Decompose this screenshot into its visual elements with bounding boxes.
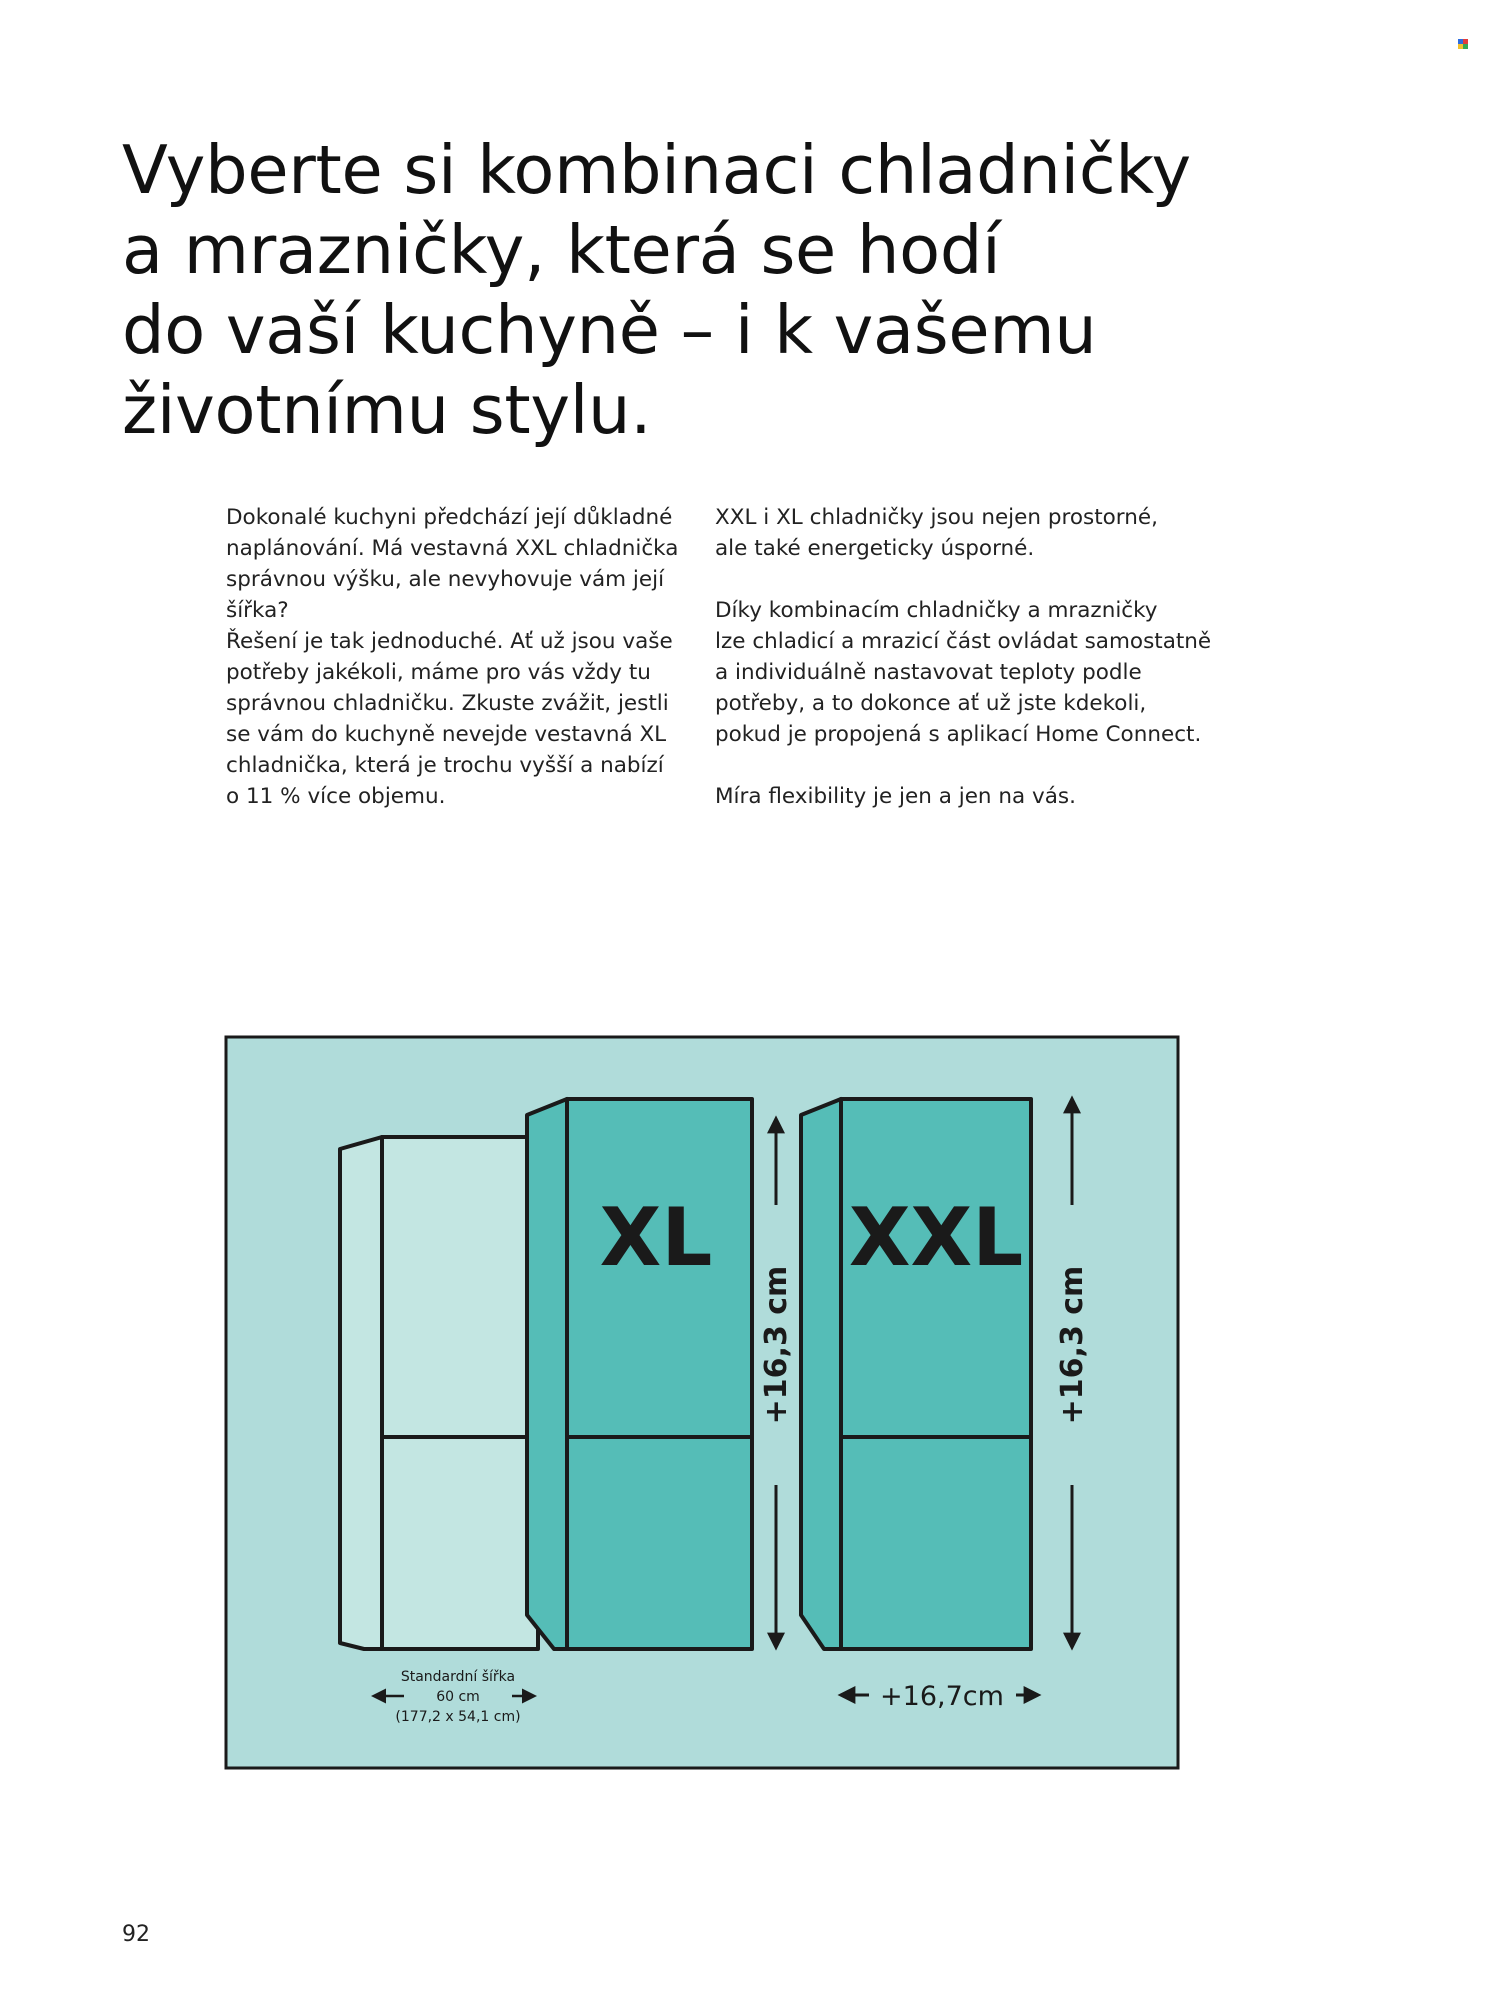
xxl-width-label: +16,7cm (880, 1681, 1004, 1712)
xl-height-label: +16,3 cm (759, 1265, 794, 1425)
text-line: Dokonalé kuchyni předchází její důkladné (226, 505, 673, 530)
text-line: se vám do kuchyně nevejde vestavná XL (226, 722, 667, 747)
text-line: chladnička, která je trochu vyšší a nabízí (226, 753, 664, 778)
text-line: ale také energeticky úsporné. (715, 536, 1035, 561)
text-line: XXL i XL chladničky jsou nejen prostorné, (715, 505, 1158, 530)
text-line: správnou chladničku. Zkuste zvážit, jestli (226, 691, 669, 716)
text-line: šířka? (226, 598, 289, 623)
xl-fridge (527, 1099, 752, 1649)
standard-fridge (340, 1137, 538, 1649)
xxl-fridge-door-bottom (841, 1437, 1031, 1649)
text-line: o 11 % více objemu. (226, 784, 446, 809)
text-line: Míra flexibility je jen a jen na vás. (715, 784, 1076, 809)
page-headline (122, 130, 1342, 450)
text-line: pokud je propojená s aplikací Home Connect. (715, 722, 1202, 747)
xl-label: XL (599, 1191, 713, 1284)
xl-fridge-side (527, 1099, 567, 1649)
headline-line: životnímu stylu. (122, 371, 652, 449)
headline-line: a mrazničky, která se hodí (122, 211, 1001, 289)
xxl-fridge-side (801, 1099, 841, 1649)
body-paragraph (715, 502, 1275, 564)
standard-fridge-side (340, 1137, 382, 1649)
fridge-size-diagram (224, 1035, 1180, 1770)
text-line: Díky kombinacím chladničky a mrazničky (715, 598, 1158, 623)
headline-line: do vaší kuchyně – i k vašemu (122, 291, 1097, 369)
text-line: Řešení je tak jednoduché. Ať už jsou vaše (226, 629, 673, 654)
standard-fridge-door-top (382, 1137, 538, 1437)
standard-fridge-door-bottom (382, 1437, 538, 1649)
standard-width-label-line1: Standardní šířka (400, 1669, 516, 1685)
text-line: naplánování. Má vestavná XXL chladnička (226, 536, 679, 561)
text-line: lze chladicí a mrazicí část ovládat samostatně (715, 629, 1212, 654)
body-paragraph (226, 502, 696, 812)
body-paragraph (715, 781, 1275, 812)
text-line: potřeby, a to dokonce ať už jste kdekoli, (715, 691, 1147, 716)
standard-width-label-line3: (177,2 x 54,1 cm) (395, 1709, 521, 1725)
xl-fridge-door-bottom (567, 1437, 752, 1649)
text-line: a individuálně nastavovat teploty podle (715, 660, 1142, 685)
page-number: 92 (122, 1922, 150, 1947)
text-line: potřeby jakékoli, máme pro vás vždy tu (226, 660, 651, 685)
body-paragraph (715, 595, 1275, 750)
body-text-right-column (715, 502, 1275, 812)
standard-width-label-line2: 60 cm (436, 1689, 480, 1705)
xxl-label: XXL (848, 1191, 1024, 1284)
body-text-left-column (226, 502, 696, 812)
xxl-fridge (801, 1099, 1031, 1649)
headline-line: Vyberte si kombinaci chladničky (122, 131, 1191, 209)
text-line: správnou výšku, ale nevyhovuje vám její (226, 567, 665, 592)
corner-marker-icon (1458, 39, 1468, 49)
xxl-height-label: +16,3 cm (1055, 1265, 1090, 1425)
